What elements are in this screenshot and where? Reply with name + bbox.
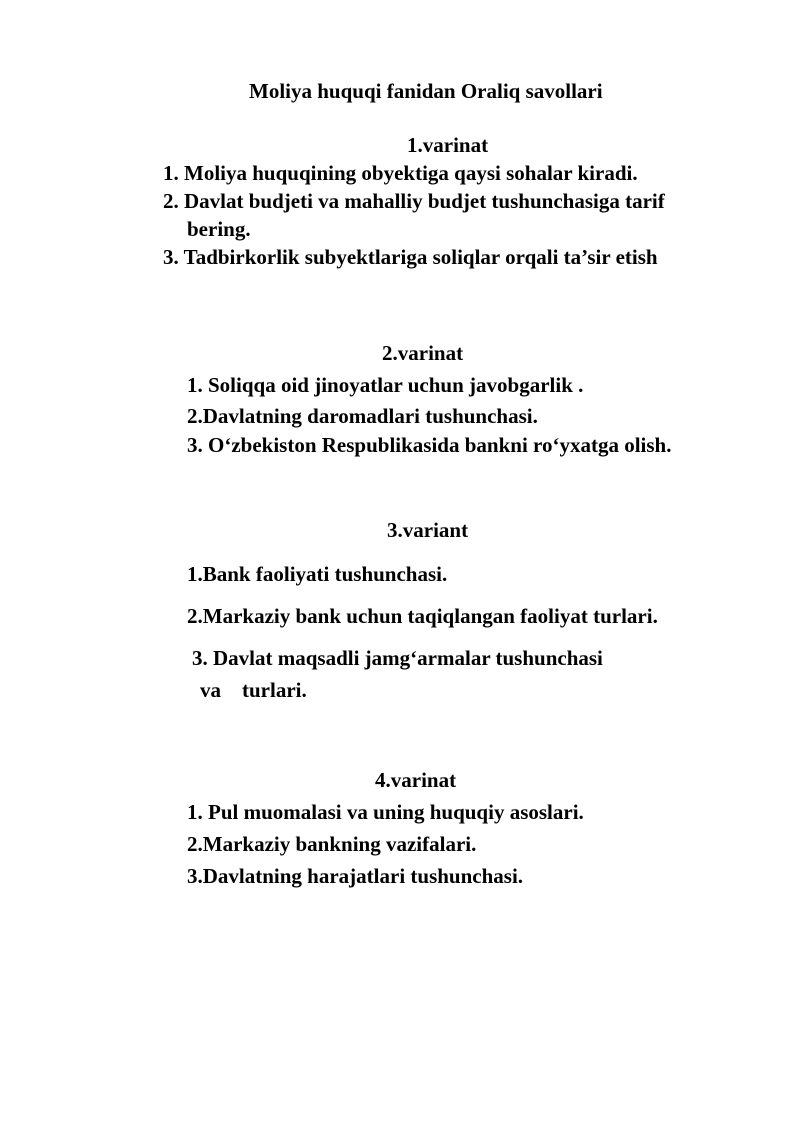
- variant-heading: 1.varinat: [407, 133, 489, 157]
- question-item-continuation: va turlari.: [200, 678, 307, 702]
- question-item: 2.Davlatning daromadlari tushunchasi.: [187, 404, 538, 428]
- question-item-continuation: bering.: [187, 217, 251, 241]
- question-item: 3. Davlat maqsadli jamg‘armalar tushunchasi: [192, 646, 603, 670]
- variant-heading: 2.varinat: [382, 341, 464, 365]
- question-item: 2.Markaziy bank uchun taqiqlangan faoliyat turlari.: [187, 604, 658, 628]
- question-item: 2. Davlat budjeti va mahalliy budjet tushunchasiga tarif: [163, 189, 665, 213]
- question-item: 3. O‘zbekiston Respublikasida bankni ro‘yxatga olish.: [187, 433, 672, 457]
- variant-heading: 4.varinat: [375, 768, 457, 792]
- question-item: 1. Moliya huquqining obyektiga qaysi sohalar kiradi.: [163, 161, 638, 185]
- question-item: 3.Davlatning harajatlari tushunchasi.: [187, 864, 524, 888]
- question-item: 1.Bank faoliyati tushunchasi.: [187, 562, 448, 586]
- question-item: 3. Tadbirkorlik subyektlariga soliqlar orqali ta’sir etish: [163, 245, 658, 269]
- question-item: 1. Pul muomalasi va uning huquqiy asoslari.: [187, 800, 584, 824]
- document-title: Moliya huquqi fanidan Oraliq savollari: [249, 79, 603, 103]
- question-item: 1. Soliqqa oid jinoyatlar uchun javobgarlik .: [187, 373, 584, 397]
- question-item: 2.Markaziy bankning vazifalari.: [187, 832, 477, 856]
- variant-heading: 3.variant: [387, 518, 469, 542]
